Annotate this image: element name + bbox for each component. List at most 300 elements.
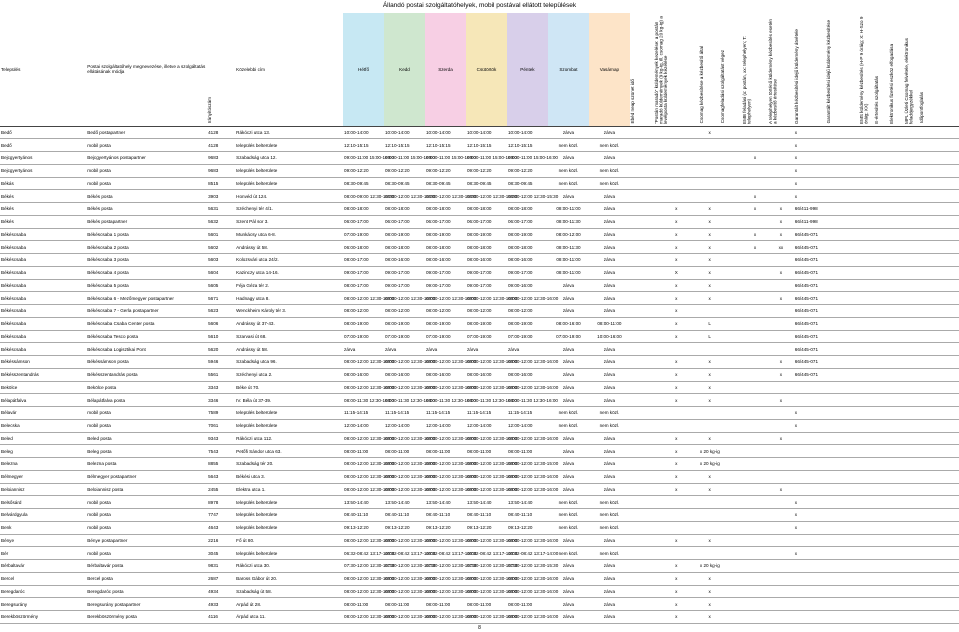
cell-empty [630, 126, 654, 139]
table-row [0, 254, 959, 267]
cell-empty [889, 445, 904, 458]
table-row [0, 368, 959, 381]
cell-empty [859, 585, 874, 598]
cell-flag: x [675, 397, 678, 403]
table-row [0, 292, 959, 305]
table-row [0, 394, 959, 407]
cell-flag: x [675, 282, 678, 288]
cell-csutortok: 08:00-16:00 [466, 257, 492, 263]
cell-empty [826, 190, 858, 203]
cell-phone: 66/445-071 [794, 346, 819, 352]
cell-empty [859, 381, 874, 394]
cell-iranyitoszam: 3903 [208, 193, 219, 199]
cell-iranyitoszam: 9683 [208, 168, 219, 174]
cell-megnevezes: Beregdaróc posta [87, 588, 124, 594]
cell-iranyitoszam: 4934 [208, 588, 219, 594]
cell-empty [630, 598, 654, 611]
cell-flag: x [675, 384, 678, 390]
cell-szerda: 09:00-17:00 [425, 282, 451, 288]
cell-megnevezes: Bénye postapartner [87, 537, 128, 543]
cell-vasarnap: zárva [603, 614, 616, 620]
cell-flag: x [675, 257, 678, 263]
cell-kedd: 08:00-16:00 [385, 257, 410, 263]
cell-empty [889, 266, 904, 279]
cell-pentek: 07:30-12:00 12:30-15:30 [507, 563, 559, 569]
cell-szerda: 08:00-12:00 12:30-15:30 [425, 193, 477, 199]
cell-flag: x [675, 231, 678, 237]
table-row [0, 483, 959, 496]
cell-empty [919, 445, 959, 458]
cell-vasarnap: zárva [603, 474, 616, 480]
cell-szombat: 08:00-16:00 [556, 321, 581, 327]
cell-vasarnap: zárva [603, 295, 616, 301]
cell-csutortok: 11:15-14:15 [466, 410, 492, 416]
cell-cim: Wenckheim Károly tér 3. [236, 308, 287, 314]
cell-csutortok: 08:00-12:00 12:30-16:00 [466, 359, 518, 365]
cell-pentek: 08:30-09:45 [507, 180, 533, 186]
cell-cim: Fő út 80. [236, 537, 255, 543]
cell-empty [874, 509, 889, 522]
table-row [0, 445, 959, 458]
cell-megnevezes: mobil posta [87, 168, 111, 174]
cell-csutortok: 09:00-17:00 [466, 282, 492, 288]
cell-empty [859, 164, 874, 177]
cell-kedd: 09:00-17:00 [385, 270, 410, 276]
cell-empty [874, 496, 889, 509]
cell-empty [826, 356, 858, 369]
table-row [0, 228, 959, 241]
cell-flag [654, 407, 699, 420]
cell-flag [742, 483, 768, 496]
cell-csutortok: 08:00-12:00 12:30-16:00 [466, 295, 518, 301]
cell-szerda: 08:00-18:00 [425, 244, 451, 250]
cell-empty [720, 470, 742, 483]
table-row [0, 266, 959, 279]
cell-empty [904, 496, 919, 509]
cell-flag [742, 254, 768, 267]
cell-empty [904, 432, 919, 445]
cell-flag [699, 521, 721, 534]
cell-empty [889, 534, 904, 547]
cell-empty [630, 509, 654, 522]
table-row [0, 139, 959, 152]
cell-hetfo: 09:00-11:00 15:00-16:00 [344, 155, 394, 161]
cell-empty [826, 126, 858, 139]
header-garantalt-kezb2: Garantált kézbesítési idejű küldemény kézbesítése [826, 13, 858, 126]
cell-pentek: 11:15-14:15 [507, 410, 533, 416]
cell-empty [826, 330, 858, 343]
cell-megnevezes: mobil posta [87, 512, 111, 518]
cell-flag [654, 521, 699, 534]
table-row [0, 215, 959, 228]
cell-empty [904, 521, 919, 534]
cell-szombat: 07:00-19:00 [556, 333, 581, 339]
cell-flag [768, 458, 794, 471]
cell-vasarnap: zárva [603, 219, 616, 225]
cell-szerda: 08:00-16:00 [425, 372, 451, 378]
cell-csutortok: 08:00-18:00 [466, 244, 492, 250]
cell-flag: x [779, 486, 782, 492]
cell-flag [742, 394, 768, 407]
table-row [0, 177, 959, 190]
cell-cim: Rákóczi utca 30. [236, 563, 271, 569]
cell-hetfo: 08:00-11:00 [344, 448, 369, 454]
cell-empty [889, 572, 904, 585]
cell-szombat: nem közl. [558, 499, 579, 505]
cell-empty [919, 190, 959, 203]
cell-flag [699, 496, 721, 509]
cell-phone: 66/445-071 [794, 308, 819, 314]
cell-empty [889, 496, 904, 509]
cell-flag: x [753, 155, 757, 161]
cell-flag: x [708, 219, 711, 225]
table-row [0, 241, 959, 254]
cell-vasarnap: zárva [603, 537, 616, 543]
cell-kedd: 08:40-11:10 [385, 512, 410, 518]
cell-pentek: 08:00-16:00 [507, 257, 533, 263]
cell-empty [720, 483, 742, 496]
cell-phone: 66/445-071 [794, 333, 819, 339]
cell-telepules: Beregsurány [1, 601, 28, 607]
cell-empty [720, 611, 742, 624]
cell-megnevezes: mobil posta [87, 410, 111, 416]
cell-empty [904, 585, 919, 598]
header-iranyitoszam: Irányítószám [207, 13, 235, 126]
cell-csutortok: 06:32-08:42 13:17-14:00 [466, 550, 518, 556]
cell-empty [874, 611, 889, 624]
cell-empty [720, 381, 742, 394]
cell-empty [630, 560, 654, 573]
cell-empty [630, 483, 654, 496]
cell-pentek: 08:00-12:00 12:30-16:00 [507, 576, 559, 582]
cell-empty [859, 152, 874, 165]
cell-empty [919, 585, 959, 598]
cell-telepules: Benk [1, 525, 12, 531]
cell-iranyitoszam: 5606 [208, 321, 219, 327]
cell-empty [630, 292, 654, 305]
cell-empty [826, 215, 858, 228]
cell-szombat: zárva [562, 435, 575, 441]
cell-flag [742, 534, 768, 547]
cell-szombat: zárva [562, 359, 575, 365]
cell-flag [742, 585, 768, 598]
cell-empty [904, 458, 919, 471]
cell-vasarnap: nem közl. [599, 180, 620, 186]
cell-flag: x [675, 359, 678, 365]
cell-empty [874, 126, 889, 139]
cell-cim: település belterülete [236, 168, 278, 174]
cell-empty [859, 496, 874, 509]
cell-iranyitoszam: 5671 [208, 295, 219, 301]
cell-empty [919, 317, 959, 330]
cell-szerda: 09:13-12:20 [425, 525, 451, 531]
cell-empty [919, 419, 959, 432]
cell-pentek: zárva [507, 346, 520, 352]
cell-flag: x [753, 231, 757, 237]
cell-flag: x [708, 129, 711, 135]
cell-cim: Széchenyi tér 4/1. [236, 206, 273, 212]
cell-empty [889, 419, 904, 432]
table-row [0, 343, 959, 356]
cell-empty [904, 177, 919, 190]
cell-empty [889, 585, 904, 598]
cell-empty [859, 470, 874, 483]
cell-megnevezes: mobil posta [87, 180, 111, 186]
cell-empty [919, 279, 959, 292]
cell-empty [889, 203, 904, 216]
cell-phone [794, 458, 826, 471]
cell-megnevezes: mobil posta [87, 423, 111, 429]
cell-iranyitoszam: 9683 [208, 155, 219, 161]
cell-flag: x [753, 244, 757, 250]
cell-empty [904, 394, 919, 407]
cell-empty [919, 126, 959, 139]
cell-csutortok: 08:00-19:00 [466, 321, 492, 327]
cell-szerda: 08:00-12:00 12:30-16:00 [425, 576, 477, 582]
cell-hetfo: 07:00-19:00 [344, 231, 369, 237]
cell-phone: x [794, 550, 798, 556]
cell-cim: Kolozsvári utca 24/2. [236, 257, 279, 263]
cell-hetfo: 08:30-09:45 [344, 180, 369, 186]
cell-cim: Andrássy út 37-43. [236, 321, 275, 327]
cell-flag [742, 572, 768, 585]
cell-hetfo: 09:00-12:20 [344, 168, 369, 174]
cell-csutortok: 09:13-12:20 [466, 525, 492, 531]
cell-szerda: 08:00-12:00 12:30-16:00 [425, 295, 477, 301]
table-row [0, 419, 959, 432]
cell-cim: Szent Pál sor 3. [236, 219, 269, 225]
cell-empty [720, 292, 742, 305]
cell-hetfo: 08:00-12:00 12:30-16:00 [344, 588, 395, 594]
cell-flag [742, 611, 768, 624]
cell-empty [904, 483, 919, 496]
cell-empty [630, 279, 654, 292]
cell-flag: x [708, 359, 711, 365]
cell-empty [826, 547, 858, 560]
table-row [0, 330, 959, 343]
cell-empty [826, 139, 858, 152]
cell-empty [630, 215, 654, 228]
cell-csutortok: 06:00-17:00 [466, 219, 492, 225]
cell-flag [742, 407, 768, 420]
cell-empty [874, 330, 889, 343]
cell-telepules: Békés [1, 206, 14, 212]
cell-flag: x [675, 435, 678, 441]
cell-phone [794, 394, 826, 407]
cell-csutortok: 08:30-09:45 [466, 180, 492, 186]
cell-empty [874, 547, 889, 560]
cell-vasarnap: nem közl. [599, 512, 620, 518]
cell-megnevezes: Bélmegyer postapartner [87, 474, 137, 480]
cell-flag [654, 509, 699, 522]
cell-phone: x [794, 168, 798, 174]
cell-flag [699, 419, 721, 432]
cell-empty [826, 292, 858, 305]
cell-telepules: Beregdaróc [1, 588, 25, 594]
cell-hetfo: 09:13-12:20 [344, 525, 369, 531]
cell-empty [859, 305, 874, 318]
cell-empty [720, 496, 742, 509]
cell-iranyitoszam: 7543 [208, 448, 219, 454]
table-row [0, 152, 959, 165]
cell-megnevezes: Berekböszörmény posta [87, 614, 137, 620]
cell-megnevezes: Beleg posta [87, 448, 112, 454]
cell-flag: x [675, 308, 678, 314]
cell-vasarnap: zárva [603, 206, 616, 212]
cell-flag: x [675, 588, 678, 594]
cell-flag [742, 164, 768, 177]
cell-telepules: Belezna [1, 461, 18, 467]
cell-flag: x 20 kg-ig [699, 461, 720, 467]
cell-flag [768, 470, 794, 483]
cell-flag: x [675, 474, 678, 480]
cell-flag [742, 330, 768, 343]
cell-empty [859, 547, 874, 560]
cell-telepules: Belecska [1, 423, 20, 429]
cell-szombat: zárva [562, 129, 575, 135]
cell-empty [826, 381, 858, 394]
table-row [0, 407, 959, 420]
cell-flag: x [675, 486, 678, 492]
cell-hetfo: 08:00-12:00 12:30-16:00 [344, 474, 395, 480]
cell-empty [904, 164, 919, 177]
cell-vasarnap: nem közl. [599, 168, 620, 174]
cell-empty [874, 394, 889, 407]
cell-empty [859, 598, 874, 611]
cell-flag [768, 521, 794, 534]
cell-vasarnap: zárva [603, 448, 616, 454]
cell-empty [874, 190, 889, 203]
cell-flag [654, 152, 699, 165]
table-row [0, 458, 959, 471]
cell-pentek: 08:00-12:00 12:30-16:00 [507, 588, 559, 594]
cell-hetfo: 12:00-14:00 [344, 423, 369, 429]
cell-empty [919, 215, 959, 228]
cell-flag: x [708, 295, 711, 301]
cell-empty [889, 432, 904, 445]
cell-iranyitoszam: 5632 [208, 219, 219, 225]
cell-empty [630, 190, 654, 203]
cell-phone: 66/445-071 [794, 359, 819, 365]
cell-iranyitoszam: 4643 [208, 525, 219, 531]
cell-megnevezes: Békéscsaba Csaba Center posta [87, 321, 155, 327]
cell-szombat: nem közl. [558, 168, 579, 174]
cell-szombat: 08:00-11:00 [556, 270, 581, 276]
cell-empty [859, 572, 874, 585]
cell-phone [794, 445, 826, 458]
cell-empty [919, 470, 959, 483]
cell-empty [874, 368, 889, 381]
cell-flag [742, 560, 768, 573]
cell-empty [874, 560, 889, 573]
cell-szerda: 08:00-19:00 [425, 321, 451, 327]
cell-flag: x [675, 244, 678, 250]
cell-empty [859, 343, 874, 356]
cell-empty [859, 241, 874, 254]
cell-flag [742, 368, 768, 381]
cell-empty [889, 356, 904, 369]
cell-empty [919, 521, 959, 534]
cell-empty [919, 164, 959, 177]
cell-empty [826, 458, 858, 471]
cell-cim: Szarvasi út 68. [236, 333, 267, 339]
cell-szerda: 08:00-12:00 12:30-16:00 [425, 384, 477, 390]
cell-flag [654, 139, 699, 152]
cell-flag: x [708, 372, 711, 378]
cell-hetfo: 08:00-12:00 12:30-16:00 [344, 576, 395, 582]
cell-empty [904, 611, 919, 624]
cell-empty [859, 292, 874, 305]
cell-szerda: 09:00-12:20 [425, 168, 451, 174]
cell-empty [874, 254, 889, 267]
cell-pentek: 08:00-11:00 [507, 601, 533, 607]
cell-flag [768, 317, 794, 330]
cell-szerda: 12:10-15:15 [425, 142, 451, 148]
cell-flag [742, 356, 768, 369]
cell-empty [889, 521, 904, 534]
cell-vasarnap: zárva [603, 129, 616, 135]
cell-szombat: zárva [562, 614, 575, 620]
header-vasarnap: Vasárnap [589, 13, 630, 126]
cell-pentek: 08:00-19:00 [507, 231, 533, 237]
cell-szombat: 08:00-11:00 [556, 206, 581, 212]
cell-flag: x [708, 282, 711, 288]
cell-kedd: 07:00-19:00 [385, 333, 410, 339]
cell-empty [826, 177, 858, 190]
cell-flag: x [675, 321, 678, 327]
cell-hetfo: 08:00-12:00 12:30-16:00 [344, 295, 395, 301]
header-megnevezes: Postai szolgáltatóhely megnevezése, illetve a szolgáltatás ellátásának módja [86, 13, 207, 126]
cell-cim: Elektra utca 1. [236, 486, 266, 492]
cell-szerda: 08:00-12:00 12:30-16:00 [425, 588, 477, 594]
header-szerda: Szerda [425, 13, 466, 126]
cell-empty [859, 432, 874, 445]
cell-csutortok: 07:00-19:00 [466, 333, 492, 339]
cell-phone: 66/411-998 [794, 219, 818, 225]
cell-empty [874, 305, 889, 318]
cell-phone: x [794, 142, 798, 148]
cell-kedd: 08:00-12:00 12:30-15:00 [385, 461, 436, 467]
cell-empty [826, 521, 858, 534]
cell-szombat: nem közl. [558, 550, 579, 556]
cell-flag: x [779, 206, 782, 212]
cell-empty [859, 394, 874, 407]
cell-telepules: Békéscsaba [1, 282, 27, 288]
cell-empty [919, 305, 959, 318]
cell-empty [919, 292, 959, 305]
cell-flag: L [708, 333, 711, 339]
cell-csutortok: 09:00-12:20 [466, 168, 492, 174]
cell-empty [919, 394, 959, 407]
cell-vasarnap: zárva [603, 601, 616, 607]
header-pentek: Péntek [507, 13, 548, 126]
cell-csutortok: 10:00-14:00 [466, 129, 492, 135]
cell-flag: x [708, 397, 711, 403]
cell-flag: x [675, 461, 678, 467]
cell-cim: település belterülete [236, 410, 278, 416]
cell-telepules: Belvárdgyula [1, 512, 28, 518]
cell-flag [768, 381, 794, 394]
cell-hetfo: zárva [344, 346, 356, 352]
cell-flag: x [675, 576, 678, 582]
cell-hetfo: 08:40-11:10 [344, 512, 369, 518]
table-row [0, 381, 959, 394]
cell-flag: x [779, 359, 782, 365]
cell-empty [889, 343, 904, 356]
cell-pentek: 08:00-12:00 12:30-16:00 [507, 435, 559, 441]
cell-hetfo: 08:00-12:00 12:30-16:00 [344, 359, 395, 365]
cell-flag [768, 190, 794, 203]
